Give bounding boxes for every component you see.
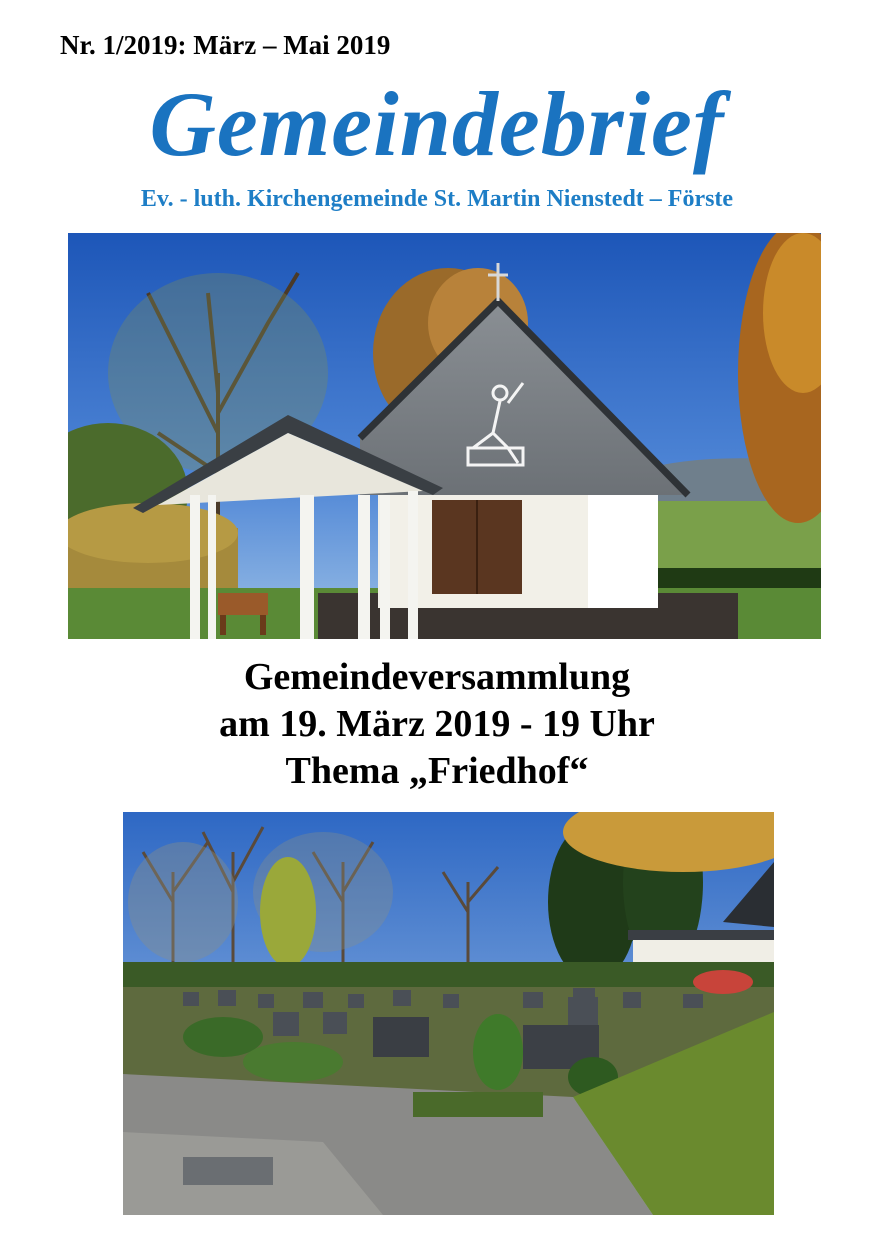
parish-name: Ev. - luth. Kirchengemeinde St. Martin Nienstedt – Förste <box>140 186 734 212</box>
announcement-line-1: Gemeindeversammlung <box>243 656 631 698</box>
announcement-line-2: am 19. März 2019 - 19 Uhr <box>219 703 655 745</box>
announcement-line-3: Thema „Friedhof“ <box>285 750 589 792</box>
cemetery-photo <box>123 812 774 1215</box>
chapel-photo <box>68 233 821 639</box>
masthead-title: Gemeindebrief <box>149 73 725 175</box>
issue-line: Nr. 1/2019: März – Mai 2019 <box>60 30 391 60</box>
